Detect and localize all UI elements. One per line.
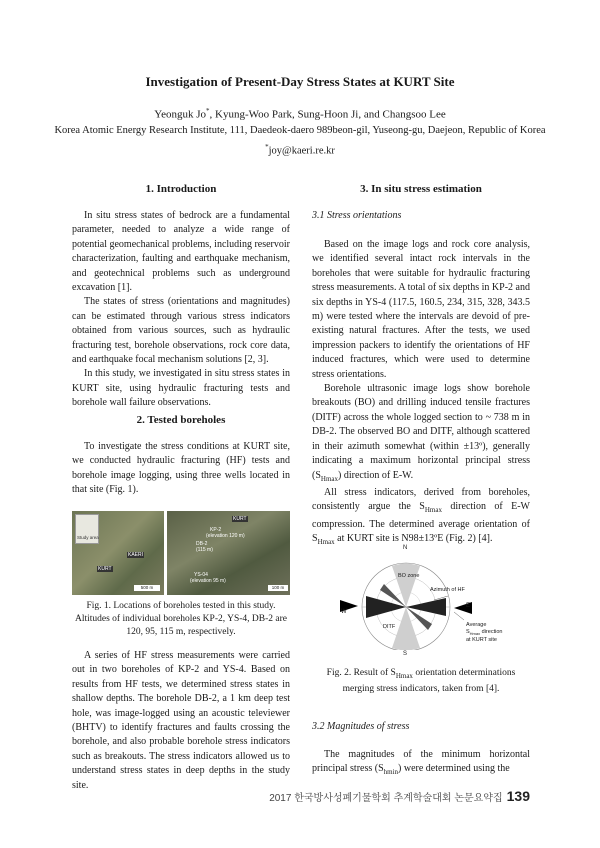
fig2-direction-text: direction bbox=[480, 629, 503, 635]
fig2-ditf-label: DITF bbox=[383, 624, 396, 630]
boreholes-paragraph-2: A series of HF stress measurements were carried out in two boreholes of KP-2 and YS-4. Based on results from HF tests, we determined stress states in shallow depths. The borehole DB-2, a 1 km deep test hole, was image-logged using an acoustic televiewer (BHTV) to identify fractures and faults crossing the borehole, and also probable borehole stress indicators such as breakouts. The stress indicators allowed us to understand stress states in deep depths in the study site. bbox=[72, 650, 290, 791]
fig2-average-legend bbox=[466, 622, 502, 644]
boreholes-paragraph-1: To investigate the stress conditions at KURT site, we conducted hydraulic fracturing (HF) tests and borehole image logging, using three wells located in that site (Fig. 1). bbox=[72, 441, 290, 496]
map2-label-ys04: YS-04 bbox=[194, 572, 208, 578]
orientation-paragraph-1: Based on the image logs and rock core analysis, we identified several intact rock intervals in the boreholes that were suitable for hydraulic fracturing stress measurements. A total of six depths in KP-2 and six depths in YS-4 (117.5, 160.5, 234, 315, 328, 343.5 m) were tested where the intervals are devoid of pre-existing natural fractures. After the tests, we used impression packers to identify the orientations of HF induced fractures, which were used to determine stress orientations. bbox=[312, 239, 530, 380]
p3-sub1: Hmax bbox=[424, 506, 442, 515]
authors-sup: * bbox=[206, 107, 210, 115]
authors-prefix: Yeonguk Jo bbox=[154, 108, 207, 121]
map2-label-kp2: KP-2 bbox=[210, 527, 222, 533]
section-1-heading: 1. Introduction bbox=[145, 183, 217, 195]
map2-label-db2-elev: (115 m) bbox=[196, 547, 213, 553]
email-sup: * bbox=[265, 143, 269, 151]
section-1-body bbox=[72, 209, 290, 411]
fig2-cap-a: Fig. 2. Result of S bbox=[326, 668, 396, 678]
subsection-3-1-heading: 3.1 Stress orientations bbox=[312, 210, 402, 221]
page-number: 139 bbox=[506, 788, 530, 804]
fig2-south-label: S bbox=[403, 651, 408, 657]
hf-petal-east bbox=[406, 598, 446, 616]
figure-1-map-detail bbox=[167, 511, 290, 595]
p4-a: The magnitudes of the minimum horizontal principal stress (S bbox=[312, 749, 530, 775]
inset-label: Study area bbox=[77, 535, 99, 540]
author-list bbox=[0, 107, 600, 121]
map1-label-kaeri: KAERI bbox=[128, 552, 144, 558]
fig2-shmax-sub: Hmax bbox=[469, 631, 481, 637]
p3-c: at KURT site is N98±13ºE (Fig. 2) [4]. bbox=[334, 533, 493, 545]
figure-2-caption bbox=[312, 667, 530, 696]
map2-label-db2: DB-2 bbox=[196, 541, 208, 547]
affiliation: Korea Atomic Energy Research Institute, 111, Daedeok-daero 989beon-gil, Yuseong-gu, Daejeon, Republic of Korea bbox=[54, 125, 546, 136]
authors-rest: , Kyung-Woo Park, Sung-Hoon Ji, and Changsoo Lee bbox=[209, 108, 446, 121]
intro-paragraph-1: In situ stress states of bedrock are a fundamental parameter, needed to analyze a wide range of potential geomechanical problems, including reservoir characterization, faulting and earthquake mechanism, and geotechnical problems such as underground excavation [1]. bbox=[72, 210, 290, 294]
section-3-heading: 3. In situ stress estimation bbox=[360, 183, 482, 195]
fig2-average-text: Average bbox=[466, 622, 487, 628]
p3-sub2: Hmax bbox=[317, 538, 335, 547]
fig2-east-label: E bbox=[466, 603, 471, 609]
email-text: joy@kaeri.re.kr bbox=[268, 145, 335, 157]
map2-scale-bar: 100 m bbox=[268, 585, 288, 591]
subsection-3-2-heading: 3.2 Magnitudes of stress bbox=[312, 721, 410, 732]
journal-name: 2017 한국방사성폐기물학회 추계학술대회 논문요약집 bbox=[269, 793, 503, 804]
p2-sub: Hmax bbox=[320, 474, 339, 483]
map1-scale-bar: 500 m bbox=[134, 585, 160, 591]
p4-sub: hmin bbox=[383, 768, 399, 777]
map2-label-kurt: KURT bbox=[233, 516, 247, 522]
figure-1-caption: Fig. 1. Locations of boreholes tested in this study. Altitudes of individual boreholes KP-2, YS-4, DB-2 are 120, 95, 115 m, respectively. bbox=[74, 601, 288, 637]
fig2-cap-sub: Hmax bbox=[395, 671, 413, 680]
p2-end: ) direction of E-W. bbox=[338, 469, 414, 481]
section-2-intro bbox=[72, 440, 290, 498]
fig2-at-kurt-text: at KURT site bbox=[466, 637, 497, 644]
p3-a: All stress indicators, derived from boreholes, consistently argue the S bbox=[312, 486, 530, 513]
p2-text: Borehole ultrasonic image logs show borehole breakouts (BO) and drilling induced tensile fractures (DITF) across the whole logged section to ~ 738 m in DB-2. The observed BO and DITF, although scattered in their azimuth somewhat (within ±13º), generally indicating a maximum horizontal principal stress (S bbox=[312, 383, 530, 481]
fig2-west-label: W bbox=[341, 609, 347, 615]
section-3-body bbox=[312, 238, 530, 550]
intro-paragraph-2: The states of stress (orientations and magnitudes) can be estimated through various stress indicators obtained from various sources, such as hydraulic fracturing test, borehole observations, rock core data, and earthquake focal mechanism solutions [2, 3]. bbox=[72, 296, 290, 366]
map1-label-kurt: KURT bbox=[98, 566, 112, 572]
map2-label-kp2-elev: (elevation 120 m) bbox=[206, 533, 245, 539]
p3-b: direction of E-W compression. The determined average orientation of S bbox=[312, 501, 530, 545]
p4-b: ) were determined using the bbox=[398, 763, 510, 775]
map2-label-ys04-elev: (elevation 95 m) bbox=[190, 578, 226, 584]
corresponding-email bbox=[0, 143, 600, 157]
section-2-heading: 2. Tested boreholes bbox=[136, 414, 226, 426]
fig2-cap-b: orientation determinations merging stress indicators, taken from [4]. bbox=[342, 668, 516, 694]
intro-paragraph-3: In this study, we investigated in situ stress states in KURT site, using hydraulic fracturing tests and borehole wall failure observations. bbox=[72, 368, 290, 409]
section-2-body bbox=[72, 649, 290, 793]
fig2-bo-zone-label: BO zone bbox=[398, 573, 420, 579]
fig2-shmax-s: S bbox=[466, 629, 470, 635]
orientation-paragraph-2 bbox=[312, 382, 530, 486]
paper-title: Investigation of Present-Day Stress States at KURT Site bbox=[145, 74, 455, 89]
page-footer bbox=[269, 788, 530, 804]
fig2-north-label: N bbox=[403, 545, 408, 551]
section-3-2-body bbox=[312, 748, 530, 780]
average-leader bbox=[454, 612, 464, 620]
magnitudes-paragraph-1 bbox=[312, 748, 530, 780]
fig2-shmax-line bbox=[466, 629, 502, 637]
fig2-azimuth-label: Azimuth of HF bbox=[430, 587, 465, 593]
hf-petal-west bbox=[366, 596, 406, 618]
